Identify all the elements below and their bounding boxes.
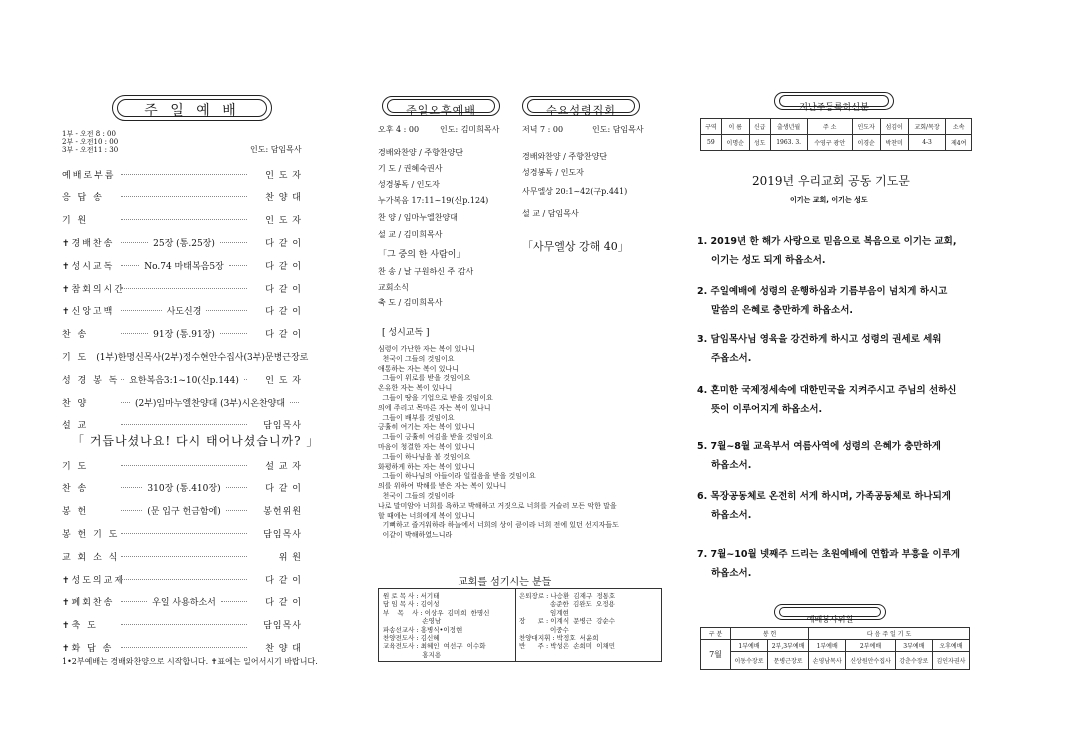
newcomer-header: 신급 bbox=[749, 119, 770, 135]
verse-line: 의를 위하여 박해를 받은 자는 복이 있나니 bbox=[378, 482, 507, 491]
dotted-leader bbox=[226, 487, 247, 488]
sermon-title: 「 거듭나셨나요! 다시 태어나셨습니까? 」 bbox=[72, 434, 320, 448]
worship-row bbox=[62, 505, 302, 517]
dotted-leader bbox=[121, 465, 247, 466]
verse-block bbox=[378, 345, 663, 541]
prayer-line: 하옵소서. bbox=[711, 568, 752, 579]
verse-line: 그들이 하나님을 볼 것임이요 bbox=[378, 452, 471, 461]
staff-line: 임계현 bbox=[519, 608, 569, 617]
newcomer-header: 소속 bbox=[946, 119, 972, 135]
row-content: (2부)임마누엘찬양대 (3부)시온찬양대 bbox=[134, 398, 286, 409]
dotted-leader bbox=[121, 624, 247, 625]
dotted-leader bbox=[121, 379, 124, 380]
newcomer-cell: 제4여 bbox=[946, 135, 972, 151]
dotted-leader bbox=[121, 196, 247, 197]
verse-line: 그들이 배부를 것임이요 bbox=[378, 413, 455, 422]
row-content: (문 입구 헌금함에) bbox=[147, 507, 221, 518]
dotted-leader bbox=[121, 487, 142, 488]
prayer-item bbox=[697, 232, 987, 270]
newcomer-cell: 1963. 3. bbox=[770, 135, 807, 151]
afternoon-line: 기 도 / 권혜숙권사 bbox=[378, 164, 443, 173]
newcomer-header: 인도자 bbox=[852, 119, 880, 135]
worship-row bbox=[62, 373, 302, 385]
row-right: 다 같 이 bbox=[265, 575, 302, 586]
staff-line: 송준한 김완도 오정용 bbox=[519, 600, 615, 609]
worship-row bbox=[62, 191, 302, 203]
staff-box bbox=[378, 588, 662, 662]
afternoon-line: 「그 중의 한 사람이」 bbox=[378, 250, 466, 260]
row-label: ✝폐회찬송 bbox=[62, 598, 115, 609]
verse-line: 그들이 하나님의 아들이라 일컬음을 받을 것임이요 bbox=[378, 472, 536, 481]
wednesday-line: 설 교 / 담임목사 bbox=[522, 209, 579, 218]
row-label: 기 도 bbox=[62, 352, 89, 363]
row-label: 교 회 소 식 bbox=[62, 552, 120, 563]
wednesday-line: 사무엘상 20:1~42(구p.441) bbox=[522, 187, 628, 196]
header-division: 구 분 bbox=[701, 628, 731, 640]
verse-line: 긍휼히 여기는 자는 복이 있나니 bbox=[378, 423, 475, 432]
row-label: ✝참회의시간 bbox=[62, 284, 126, 295]
worship-row bbox=[62, 482, 302, 494]
staff-line: 손영남 bbox=[383, 617, 442, 626]
prayer-item bbox=[697, 487, 987, 525]
service-table bbox=[700, 627, 970, 670]
dotted-leader bbox=[121, 310, 162, 311]
row-content: 우일 사용하소서 bbox=[152, 598, 216, 609]
service-committee-title: 예배봉사위원 bbox=[774, 604, 886, 620]
newcomer-header: 출생년월 bbox=[770, 119, 807, 135]
row-label: ✝성시교독 bbox=[62, 261, 115, 272]
header-prayer: 다 음 주 일 기 도 bbox=[809, 628, 970, 640]
wednesday-line: 성경봉독 / 인도자 bbox=[522, 168, 584, 177]
afternoon-line: 누가복음 17:11~19(신p.124) bbox=[378, 196, 489, 205]
month-cell: 7월 bbox=[701, 640, 731, 670]
worship-row bbox=[62, 419, 302, 431]
row-right: 다 같 이 bbox=[265, 284, 302, 295]
row-label: ✝경배찬송 bbox=[62, 238, 115, 249]
header-offering: 봉 헌 bbox=[731, 628, 809, 640]
row-label: 응 답 송 bbox=[62, 193, 104, 204]
afternoon-line: 경배와찬양 / 주향찬양단 bbox=[378, 148, 464, 157]
worship-row bbox=[62, 619, 302, 631]
worship-row bbox=[62, 527, 302, 539]
row-label: ✝화 답 송 bbox=[62, 643, 114, 654]
staff-line: 원 로 목 사 : 서기태 bbox=[383, 592, 440, 600]
verse-line: 화평하게 하는 자는 복이 있나니 bbox=[378, 462, 475, 471]
worship-row bbox=[62, 282, 302, 294]
worship-row bbox=[62, 596, 302, 608]
prayer-item bbox=[697, 330, 987, 368]
row-right: 찬 양 대 bbox=[265, 643, 302, 654]
row-content: 사도신경 bbox=[166, 307, 202, 318]
dotted-leader bbox=[121, 510, 142, 511]
row-label: 찬 양 bbox=[62, 398, 89, 409]
dotted-leader bbox=[121, 647, 247, 648]
wednesday-leader: 인도: 담임목사 bbox=[592, 125, 644, 134]
newcomer-header: 이 름 bbox=[721, 119, 749, 135]
service-subheader: 2부,3부예배 bbox=[768, 640, 809, 652]
row-right: 찬 양 대 bbox=[265, 193, 302, 204]
row-right: 다 같 이 bbox=[265, 598, 303, 609]
staff-line: 파송선교사 : 홍병식•이정현 bbox=[383, 625, 463, 634]
dotted-leader bbox=[220, 333, 247, 334]
newcomer-header: 구역 bbox=[701, 119, 722, 135]
service-name: 이동수장로 bbox=[731, 652, 768, 670]
row-label: 봉 헌 bbox=[62, 507, 89, 518]
worship-row bbox=[62, 550, 302, 562]
newcomer-cell: 59 bbox=[701, 135, 722, 151]
afternoon-line: 축 도 / 김미희목사 bbox=[378, 298, 443, 307]
row-content: 91장 (통.91장) bbox=[153, 330, 215, 341]
prayer-line: 주옵소서. bbox=[711, 353, 752, 364]
row-label: 찬 송 bbox=[62, 484, 89, 495]
afternoon-line: 찬 양 / 임마누엘찬양대 bbox=[378, 213, 458, 222]
dotted-leader bbox=[221, 601, 247, 602]
verse-line: 그들이 위로를 받을 것임이요 bbox=[378, 374, 471, 383]
service-subheader: 오후예배 bbox=[932, 640, 969, 652]
dotted-leader bbox=[290, 402, 299, 403]
row-label: 설 교 bbox=[62, 421, 89, 432]
afternoon-line: 설 교 / 김미희목사 bbox=[378, 230, 443, 239]
prayer-line: 말씀의 은혜로 충만하게 하옵소서. bbox=[711, 305, 854, 316]
row-label: 찬 송 bbox=[62, 330, 89, 341]
staff-line: 찬양전도사 : 김신혜 bbox=[383, 634, 440, 643]
verse-line: 나로 말미암아 너희를 욕하고 박해하고 거짓으로 너희를 거슬러 모든 악한 말을 bbox=[378, 501, 617, 510]
row-label: 예배로부름 bbox=[62, 170, 116, 181]
newcomer-title: 지난주등록하신분 bbox=[774, 92, 894, 110]
dotted-leader bbox=[229, 265, 247, 266]
newcomer-header: 섬김이 bbox=[880, 119, 908, 135]
newcomer-cell: 이경순 bbox=[852, 135, 880, 151]
wednesday-line: 경배와찬양 / 주향찬양단 bbox=[522, 152, 608, 161]
dotted-leader bbox=[121, 424, 247, 425]
service-name: 강춘수장로 bbox=[895, 652, 932, 670]
dotted-leader bbox=[121, 579, 247, 580]
row-label: 성 경 봉 독 bbox=[62, 375, 120, 386]
staff-line: 반 주 : 박성은 손희미 이채민 bbox=[519, 642, 616, 651]
prayer-line: 7. 7월~10월 넷째주 드리는 초원예배에 연합과 부흥을 이루게 bbox=[697, 549, 961, 560]
verse-line: 할 때에는 너희에게 복이 있나니 bbox=[378, 511, 475, 520]
staff-line: 홍지용 bbox=[383, 650, 442, 659]
prayer-item bbox=[697, 437, 987, 475]
worship-row bbox=[62, 328, 302, 340]
verse-line: 이같이 박해하였느니라 bbox=[378, 531, 453, 540]
worship-row bbox=[62, 350, 309, 363]
service-name: 문병근장로 bbox=[768, 652, 809, 670]
afternoon-service-title: 주일오후예배 bbox=[382, 96, 500, 116]
afternoon-line: 찬 송 / 날 구원하신 주 감사 bbox=[378, 267, 474, 276]
dotted-leader bbox=[121, 174, 247, 175]
verse-line: 의에 주리고 목마른 자는 복이 있나니 bbox=[378, 403, 491, 412]
row-label: ✝신앙고백 bbox=[62, 307, 115, 318]
service-name: 김인자권사 bbox=[932, 652, 969, 670]
row-right: 봉헌위원 bbox=[263, 507, 303, 518]
worship-row bbox=[62, 259, 302, 271]
prayer-title: 2019년 우리교회 공동 기도문 bbox=[752, 174, 910, 188]
row-right: 담임목사 bbox=[263, 421, 302, 432]
sunday-service-title: 주 일 예 배 bbox=[112, 95, 272, 121]
dotted-leader bbox=[121, 601, 147, 602]
prayer-line: 3. 담임목사님 영육을 강건하게 하시고 성령의 권세로 세워 bbox=[697, 334, 942, 345]
row-content: 310장 (통.410장) bbox=[147, 484, 221, 495]
dotted-leader bbox=[226, 510, 247, 511]
footnote: 1•2부예배는 경배와찬양으로 시작합니다. ✝표에는 일어서시기 바랍니다. bbox=[62, 657, 318, 666]
dotted-leader bbox=[121, 402, 130, 403]
prayer-line: 이기는 성도 되게 하옵소서. bbox=[711, 255, 826, 266]
verse-line: 마음이 청결한 자는 복이 있나니 bbox=[378, 442, 475, 451]
verse-line: 심령이 가난한 자는 복이 있나니 bbox=[378, 345, 475, 353]
worship-row bbox=[62, 573, 302, 585]
row-right: 다 같 이 bbox=[265, 238, 303, 249]
verse-line: 온유한 자는 복이 있나니 bbox=[378, 384, 453, 393]
row-label: 봉 헌 기 도 bbox=[62, 529, 120, 540]
dotted-leader bbox=[220, 242, 247, 243]
worship-row bbox=[62, 641, 302, 653]
dotted-leader bbox=[121, 556, 247, 557]
staff-line: 교육전도사 : 최혜인 여선구 이수화 bbox=[383, 642, 486, 651]
verse-line: 애통하는 자는 복이 있나니 bbox=[378, 364, 460, 373]
verse-line: 그들이 땅을 기업으로 받을 것임이요 bbox=[378, 393, 493, 402]
newcomer-cell: 이명순 bbox=[721, 135, 749, 151]
row-right: 다 같 이 bbox=[265, 330, 303, 341]
staff-line: 담 임 목 사 : 김이성 bbox=[383, 600, 440, 609]
worship-row bbox=[62, 305, 302, 317]
row-content: 요한복음3:1~10(신p.144) bbox=[129, 375, 239, 386]
row-right: 위 원 bbox=[278, 552, 302, 563]
row-right: 설 교 자 bbox=[265, 461, 302, 472]
prayer-line: 4. 혼미한 국제정세속에 대한민국을 지켜주시고 주님의 선하신 bbox=[697, 385, 957, 396]
row-right: 다 같 이 bbox=[265, 484, 302, 495]
row-label: 기 도 bbox=[62, 461, 89, 472]
row-label: ✝축 도 bbox=[62, 621, 98, 632]
service-subheader: 2부예배 bbox=[846, 640, 896, 652]
prayer-line: 하옵소서. bbox=[711, 460, 752, 471]
verse-line: 천국이 그들의 것임이라 bbox=[378, 491, 455, 500]
dotted-leader bbox=[121, 242, 148, 243]
staff-left bbox=[383, 592, 489, 659]
worship-row bbox=[62, 236, 302, 248]
verse-line: 그들이 긍휼히 여김을 받을 것임이요 bbox=[378, 433, 493, 442]
worship-row bbox=[62, 214, 302, 226]
prayer-line: 하옵소서. bbox=[711, 510, 752, 521]
newcomer-cell: 박찬미 bbox=[880, 135, 908, 151]
verse-line: 기뻐하고 즐거워하라 하늘에서 너희의 상이 큼이라 너희 전에 있던 선지자들도 bbox=[378, 521, 619, 530]
dotted-leader bbox=[121, 265, 139, 266]
staff-line: 찬양대지휘 : 박정호 서윤희 bbox=[519, 634, 599, 643]
staff-line: 은퇴장로 : 나승환 김재구 정통호 bbox=[519, 592, 616, 600]
service-name: 손영남목사 bbox=[809, 652, 846, 670]
staff-right bbox=[519, 592, 615, 651]
service-leader: 인도: 담임목사 bbox=[250, 145, 302, 154]
newcomer-cell: 4-3 bbox=[908, 135, 946, 151]
wednesday-time: 저녁 7 : 00 bbox=[522, 125, 564, 134]
row-label: ✝성도의교제 bbox=[62, 575, 126, 586]
dotted-leader bbox=[121, 288, 247, 289]
prayer-subtitle: 이기는 교회, 이기는 성도 bbox=[790, 196, 868, 204]
dotted-leader bbox=[121, 333, 148, 334]
afternoon-line: 성경봉독 / 인도자 bbox=[378, 180, 440, 189]
row-right: 인 도 자 bbox=[265, 170, 302, 181]
newcomer-header: 주 소 bbox=[807, 119, 852, 135]
staff-line: 이중수 bbox=[519, 625, 569, 634]
afternoon-leader: 인도: 김미희목사 bbox=[440, 125, 500, 134]
dotted-leader bbox=[121, 219, 247, 220]
prayer-line: 1. 2019년 한 해가 사랑으로 믿음으로 복음으로 이기는 교회, bbox=[697, 236, 957, 247]
worship-row bbox=[62, 168, 302, 180]
row-right: 다 같 이 bbox=[265, 261, 303, 272]
service-times: 1부 - 오전 8 : 00 2부 - 오전10 : 00 3부 - 오전11 : 30 bbox=[62, 130, 119, 154]
responsive-reading-title: [ 성시교독 ] bbox=[382, 328, 430, 338]
wednesday-service-title: 수요성령집회 bbox=[522, 96, 640, 116]
prayer-line: 6. 목장공동체로 온전히 서게 하시며, 가족공동체로 하나되게 bbox=[697, 491, 951, 502]
row-right: 인 도 자 bbox=[265, 216, 302, 227]
staff-title: 교회를 섬기시는 분들 bbox=[458, 577, 552, 588]
row-content: 25장 (통.25장) bbox=[153, 238, 215, 249]
dotted-leader bbox=[206, 310, 247, 311]
afternoon-time: 오후 4 : 00 bbox=[378, 125, 420, 134]
row-right: 담임목사 bbox=[263, 621, 302, 632]
prayer-item bbox=[697, 545, 987, 583]
prayer-item bbox=[697, 381, 987, 419]
service-subheader: 1부예배 bbox=[731, 640, 768, 652]
service-subheader: 3부예배 bbox=[895, 640, 932, 652]
newcomer-cell: 수영구 광안 bbox=[807, 135, 852, 151]
prayer-item bbox=[697, 282, 987, 320]
newcomer-cell: 성도 bbox=[749, 135, 770, 151]
prayer-line: 5. 7월~8월 교육부서 여름사역에 성령의 은혜가 충만하게 bbox=[697, 441, 941, 452]
prayer-line: 뜻이 이루어지게 하옵소서. bbox=[711, 404, 823, 415]
dotted-leader bbox=[121, 533, 247, 534]
row-right: 담임목사 bbox=[263, 529, 302, 540]
service-subheader: 1부예배 bbox=[809, 640, 846, 652]
worship-row bbox=[62, 459, 302, 471]
prayer-line: 2. 주일예배에 성령의 운행하심과 기름부음이 넘치게 하시고 bbox=[697, 286, 948, 297]
row-right: 인 도 자 bbox=[265, 375, 302, 386]
newcomer-header: 교회/목장 bbox=[908, 119, 946, 135]
newcomer-table bbox=[700, 118, 972, 151]
service-name: 신상원안수집사 bbox=[846, 652, 896, 670]
dotted-leader bbox=[244, 379, 247, 380]
staff-line: 부 목 사 : 이상우 김미희 한명신 bbox=[383, 608, 490, 617]
staff-line: 장 로 : 이계식 문병근 강순수 bbox=[519, 617, 616, 626]
row-content: No.74 마태복음5장 bbox=[144, 261, 224, 272]
row-right: 다 같 이 bbox=[265, 307, 302, 318]
row-content: (1부)한명신목사(2부)정수현안수집사(3부)문병근장로 bbox=[96, 352, 309, 363]
row-label: 기 원 bbox=[62, 216, 89, 227]
afternoon-line: 교회소식 bbox=[378, 283, 409, 292]
wednesday-sermon: 「사무엘상 강해 40」 bbox=[522, 240, 629, 253]
verse-line: 천국이 그들의 것임이요 bbox=[378, 354, 455, 363]
worship-row bbox=[62, 396, 302, 408]
